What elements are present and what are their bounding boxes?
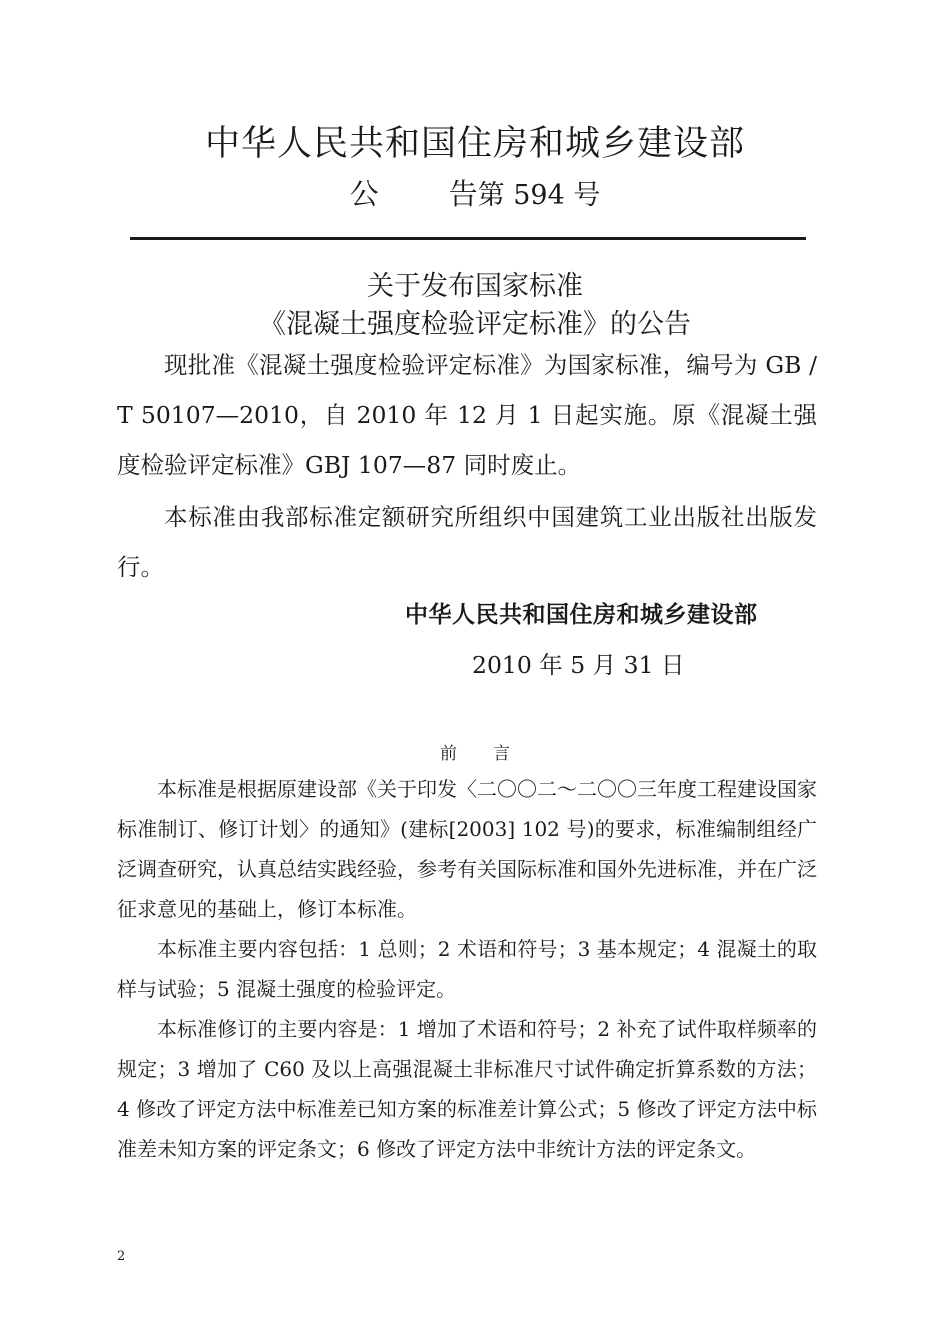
announcement-title-line-2: 《混凝土强度检验评定标准》的公告 <box>259 309 691 340</box>
announcement-paragraph-2: 本标准由我部标准定额研究所组织中国建筑工业出版社出版发行。 <box>117 503 817 581</box>
announcement-title-line-1: 关于发布国家标准 <box>367 271 583 302</box>
preface-paragraph-2: 本标准主要内容包括：1 总则；2 术语和符号；3 基本规定；4 混凝土的取样与试验；5 混凝土强度的检验评定。 <box>117 937 817 1001</box>
notice-number: 第 594 号 <box>477 180 601 211</box>
ministry-title: 中华人民共和国住房和城乡建设部 <box>204 124 745 164</box>
page-number: 2 <box>117 1249 126 1264</box>
signature-organization: 中华人民共和国住房和城乡建设部 <box>405 602 758 628</box>
notice-word-1: 公 <box>349 177 379 211</box>
notice-word-2: 告 <box>448 177 478 211</box>
notice-heading <box>0 172 950 213</box>
signature-date: 2010 年 5 月 31 日 <box>472 651 685 679</box>
announcement-paragraph-1: 现批准《混凝土强度检验评定标准》为国家标准，编号为 GB / T 50107—2010，自 2010 年 12 月 1 日起实施。原《混凝土强度检验评定标准》GBJ 107—87 同时废止。 <box>117 351 817 479</box>
preface-paragraph-1: 本标准是根据原建设部《关于印发〈二〇〇二～二〇〇三年度工程建设国家标准制订、修订计划〉的通知》(建标[2003] 102 号)的要求，标准编制组经广泛调查研究，认真总结实践经验，参考有关国际标准和国外先进标准，并在广泛征求意见的基础上，修订本标准。 <box>117 777 817 921</box>
header-divider <box>130 237 806 240</box>
preface-heading: 前言 <box>440 744 546 764</box>
preface-paragraph-3: 本标准修订的主要内容是：1 增加了术语和符号；2 补充了试件取样频率的规定；3 增加了 C60 及以上高强混凝土非标准尺寸试件确定折算系数的方法；4 修改了评定方法中标准差已知方案的标准差计算公式；5 修改了评定方法中标准差未知方案的评定条文；6 修改了评定方法中非统计方法的评定条文。 <box>117 1017 817 1161</box>
